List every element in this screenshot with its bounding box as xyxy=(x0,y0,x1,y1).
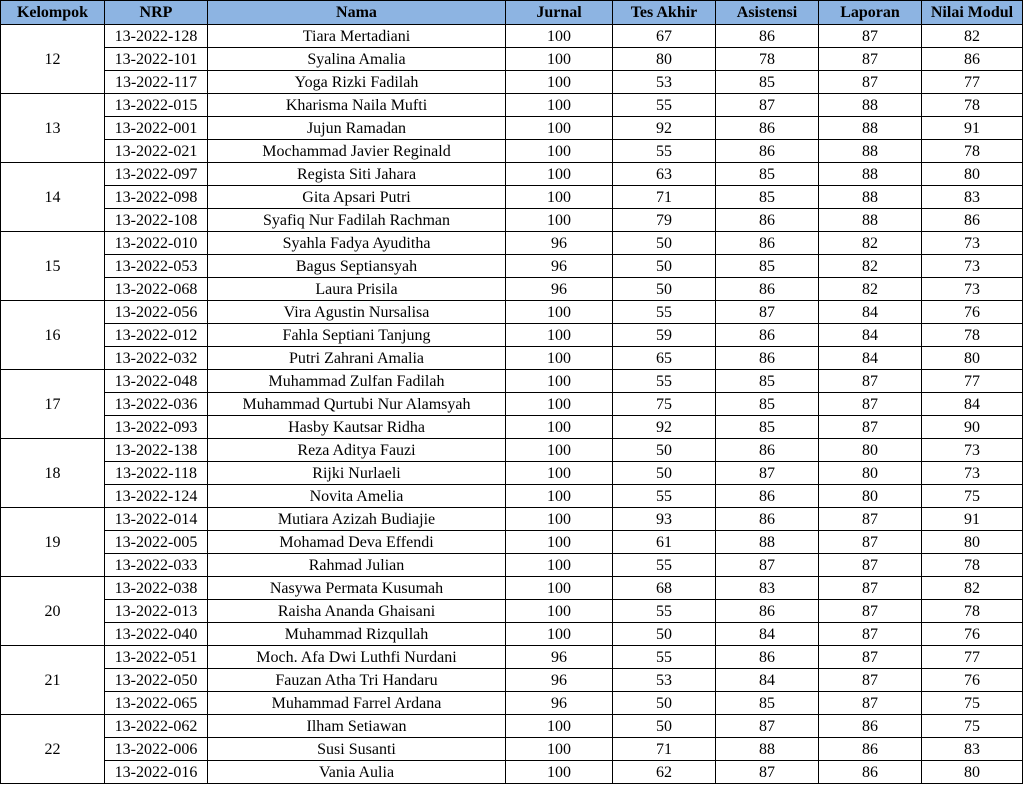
table-row xyxy=(1,94,1023,117)
cell-asistensi: 86 xyxy=(716,600,819,623)
table-row xyxy=(1,439,1023,462)
cell-tes-akhir: 53 xyxy=(613,71,716,94)
cell-tes-akhir: 50 xyxy=(613,715,716,738)
table-row xyxy=(1,646,1023,669)
cell-nama: Syalina Amalia xyxy=(208,48,506,71)
cell-asistensi: 83 xyxy=(716,577,819,600)
cell-nrp: 13-2022-010 xyxy=(105,232,208,255)
cell-nilai-modul: 80 xyxy=(922,163,1023,186)
cell-jurnal: 100 xyxy=(506,117,613,140)
cell-nama: Regista Siti Jahara xyxy=(208,163,506,186)
cell-laporan: 80 xyxy=(819,485,922,508)
cell-jurnal: 100 xyxy=(506,25,613,48)
cell-nama: Gita Apsari Putri xyxy=(208,186,506,209)
cell-nama: Muhammad Qurtubi Nur Alamsyah xyxy=(208,393,506,416)
cell-kelompok: 17 xyxy=(1,370,105,439)
cell-asistensi: 86 xyxy=(716,324,819,347)
table-row xyxy=(1,623,1023,646)
cell-nilai-modul: 75 xyxy=(922,485,1023,508)
header-nilai-modul: Nilai Modul xyxy=(922,1,1023,25)
cell-asistensi: 87 xyxy=(716,761,819,784)
cell-jurnal: 100 xyxy=(506,416,613,439)
header-tes-akhir: Tes Akhir xyxy=(613,1,716,25)
cell-nilai-modul: 77 xyxy=(922,71,1023,94)
cell-nama: Yoga Rizki Fadilah xyxy=(208,71,506,94)
cell-asistensi: 86 xyxy=(716,278,819,301)
cell-laporan: 87 xyxy=(819,25,922,48)
cell-tes-akhir: 50 xyxy=(613,692,716,715)
cell-laporan: 88 xyxy=(819,140,922,163)
cell-tes-akhir: 80 xyxy=(613,48,716,71)
cell-laporan: 87 xyxy=(819,71,922,94)
cell-tes-akhir: 92 xyxy=(613,117,716,140)
cell-nrp: 13-2022-038 xyxy=(105,577,208,600)
cell-jurnal: 100 xyxy=(506,370,613,393)
cell-laporan: 87 xyxy=(819,531,922,554)
header-jurnal: Jurnal xyxy=(506,1,613,25)
cell-nilai-modul: 83 xyxy=(922,738,1023,761)
table-row xyxy=(1,416,1023,439)
cell-nrp: 13-2022-012 xyxy=(105,324,208,347)
cell-asistensi: 86 xyxy=(716,140,819,163)
cell-nilai-modul: 75 xyxy=(922,715,1023,738)
cell-laporan: 80 xyxy=(819,462,922,485)
cell-nama: Moch. Afa Dwi Luthfi Nurdani xyxy=(208,646,506,669)
cell-asistensi: 86 xyxy=(716,347,819,370)
cell-nilai-modul: 73 xyxy=(922,232,1023,255)
cell-laporan: 87 xyxy=(819,508,922,531)
cell-nama: Novita Amelia xyxy=(208,485,506,508)
cell-tes-akhir: 79 xyxy=(613,209,716,232)
table-row xyxy=(1,232,1023,255)
cell-nama: Rahmad Julian xyxy=(208,554,506,577)
cell-kelompok: 22 xyxy=(1,715,105,784)
cell-tes-akhir: 67 xyxy=(613,25,716,48)
cell-asistensi: 85 xyxy=(716,393,819,416)
cell-kelompok: 13 xyxy=(1,94,105,163)
cell-asistensi: 87 xyxy=(716,554,819,577)
cell-jurnal: 100 xyxy=(506,485,613,508)
cell-nrp: 13-2022-015 xyxy=(105,94,208,117)
table-row xyxy=(1,278,1023,301)
cell-tes-akhir: 59 xyxy=(613,324,716,347)
cell-nrp: 13-2022-097 xyxy=(105,163,208,186)
cell-jurnal: 96 xyxy=(506,646,613,669)
cell-nrp: 13-2022-032 xyxy=(105,347,208,370)
cell-nilai-modul: 76 xyxy=(922,301,1023,324)
cell-tes-akhir: 65 xyxy=(613,347,716,370)
table-body xyxy=(1,25,1023,784)
cell-tes-akhir: 53 xyxy=(613,669,716,692)
cell-kelompok: 12 xyxy=(1,25,105,94)
cell-jurnal: 100 xyxy=(506,508,613,531)
cell-nilai-modul: 73 xyxy=(922,439,1023,462)
cell-tes-akhir: 50 xyxy=(613,255,716,278)
cell-nilai-modul: 86 xyxy=(922,209,1023,232)
cell-asistensi: 85 xyxy=(716,71,819,94)
cell-nilai-modul: 82 xyxy=(922,577,1023,600)
cell-kelompok: 21 xyxy=(1,646,105,715)
cell-tes-akhir: 55 xyxy=(613,554,716,577)
cell-nrp: 13-2022-051 xyxy=(105,646,208,669)
cell-nrp: 13-2022-001 xyxy=(105,117,208,140)
cell-asistensi: 85 xyxy=(716,186,819,209)
cell-nilai-modul: 80 xyxy=(922,347,1023,370)
cell-nama: Raisha Ananda Ghaisani xyxy=(208,600,506,623)
cell-laporan: 87 xyxy=(819,600,922,623)
cell-nama: Rijki Nurlaeli xyxy=(208,462,506,485)
header-nrp: NRP xyxy=(105,1,208,25)
cell-asistensi: 87 xyxy=(716,462,819,485)
table-row xyxy=(1,531,1023,554)
cell-nama: Mochammad Javier Reginald xyxy=(208,140,506,163)
cell-nrp: 13-2022-128 xyxy=(105,25,208,48)
cell-asistensi: 88 xyxy=(716,738,819,761)
cell-nrp: 13-2022-124 xyxy=(105,485,208,508)
cell-laporan: 87 xyxy=(819,416,922,439)
cell-tes-akhir: 55 xyxy=(613,370,716,393)
cell-laporan: 88 xyxy=(819,117,922,140)
cell-nilai-modul: 83 xyxy=(922,186,1023,209)
cell-tes-akhir: 50 xyxy=(613,623,716,646)
cell-nrp: 13-2022-138 xyxy=(105,439,208,462)
cell-kelompok: 20 xyxy=(1,577,105,646)
cell-tes-akhir: 55 xyxy=(613,646,716,669)
cell-nrp: 13-2022-006 xyxy=(105,738,208,761)
cell-jurnal: 100 xyxy=(506,761,613,784)
cell-laporan: 87 xyxy=(819,692,922,715)
cell-nama: Jujun Ramadan xyxy=(208,117,506,140)
cell-jurnal: 100 xyxy=(506,439,613,462)
cell-asistensi: 84 xyxy=(716,623,819,646)
cell-nrp: 13-2022-056 xyxy=(105,301,208,324)
cell-nilai-modul: 73 xyxy=(922,278,1023,301)
cell-jurnal: 100 xyxy=(506,140,613,163)
table-row xyxy=(1,255,1023,278)
table-row xyxy=(1,600,1023,623)
cell-asistensi: 87 xyxy=(716,715,819,738)
table-row xyxy=(1,324,1023,347)
cell-nrp: 13-2022-021 xyxy=(105,140,208,163)
cell-asistensi: 84 xyxy=(716,669,819,692)
header-laporan: Laporan xyxy=(819,1,922,25)
cell-jurnal: 100 xyxy=(506,462,613,485)
cell-jurnal: 100 xyxy=(506,163,613,186)
cell-nama: Bagus Septiansyah xyxy=(208,255,506,278)
table-row xyxy=(1,761,1023,784)
table-row xyxy=(1,347,1023,370)
cell-nilai-modul: 80 xyxy=(922,761,1023,784)
table-row xyxy=(1,715,1023,738)
header-asistensi: Asistensi xyxy=(716,1,819,25)
cell-jurnal: 100 xyxy=(506,301,613,324)
cell-nrp: 13-2022-040 xyxy=(105,623,208,646)
cell-nrp: 13-2022-108 xyxy=(105,209,208,232)
cell-jurnal: 96 xyxy=(506,255,613,278)
table-row xyxy=(1,508,1023,531)
cell-jurnal: 100 xyxy=(506,209,613,232)
header-nama: Nama xyxy=(208,1,506,25)
table-row xyxy=(1,370,1023,393)
cell-nama: Ilham Setiawan xyxy=(208,715,506,738)
table-row xyxy=(1,393,1023,416)
cell-asistensi: 85 xyxy=(716,692,819,715)
cell-jurnal: 96 xyxy=(506,692,613,715)
cell-jurnal: 100 xyxy=(506,347,613,370)
cell-nrp: 13-2022-093 xyxy=(105,416,208,439)
cell-nrp: 13-2022-118 xyxy=(105,462,208,485)
cell-laporan: 87 xyxy=(819,370,922,393)
cell-asistensi: 88 xyxy=(716,531,819,554)
cell-nilai-modul: 73 xyxy=(922,255,1023,278)
cell-asistensi: 85 xyxy=(716,370,819,393)
cell-laporan: 84 xyxy=(819,324,922,347)
cell-nama: Vira Agustin Nursalisa xyxy=(208,301,506,324)
cell-laporan: 86 xyxy=(819,738,922,761)
cell-laporan: 82 xyxy=(819,232,922,255)
cell-jurnal: 100 xyxy=(506,577,613,600)
cell-tes-akhir: 50 xyxy=(613,232,716,255)
cell-asistensi: 85 xyxy=(716,163,819,186)
cell-laporan: 80 xyxy=(819,439,922,462)
cell-tes-akhir: 71 xyxy=(613,738,716,761)
cell-tes-akhir: 50 xyxy=(613,462,716,485)
cell-nilai-modul: 82 xyxy=(922,25,1023,48)
cell-nama: Muhammad Zulfan Fadilah xyxy=(208,370,506,393)
cell-asistensi: 87 xyxy=(716,301,819,324)
cell-nrp: 13-2022-101 xyxy=(105,48,208,71)
cell-nilai-modul: 78 xyxy=(922,140,1023,163)
cell-asistensi: 86 xyxy=(716,508,819,531)
cell-nilai-modul: 77 xyxy=(922,370,1023,393)
cell-jurnal: 100 xyxy=(506,623,613,646)
cell-nrp: 13-2022-033 xyxy=(105,554,208,577)
cell-tes-akhir: 50 xyxy=(613,439,716,462)
cell-laporan: 86 xyxy=(819,715,922,738)
table-row xyxy=(1,140,1023,163)
cell-laporan: 84 xyxy=(819,347,922,370)
cell-nama: Susi Susanti xyxy=(208,738,506,761)
cell-jurnal: 100 xyxy=(506,48,613,71)
cell-jurnal: 100 xyxy=(506,324,613,347)
cell-laporan: 88 xyxy=(819,186,922,209)
table-row xyxy=(1,301,1023,324)
cell-tes-akhir: 68 xyxy=(613,577,716,600)
cell-laporan: 87 xyxy=(819,554,922,577)
cell-nilai-modul: 78 xyxy=(922,324,1023,347)
cell-kelompok: 18 xyxy=(1,439,105,508)
cell-tes-akhir: 61 xyxy=(613,531,716,554)
cell-nilai-modul: 91 xyxy=(922,508,1023,531)
cell-jurnal: 96 xyxy=(506,278,613,301)
cell-tes-akhir: 55 xyxy=(613,140,716,163)
cell-tes-akhir: 55 xyxy=(613,301,716,324)
cell-asistensi: 86 xyxy=(716,232,819,255)
cell-laporan: 88 xyxy=(819,94,922,117)
cell-nama: Reza Aditya Fauzi xyxy=(208,439,506,462)
cell-nrp: 13-2022-050 xyxy=(105,669,208,692)
cell-tes-akhir: 71 xyxy=(613,186,716,209)
cell-laporan: 88 xyxy=(819,163,922,186)
cell-laporan: 87 xyxy=(819,669,922,692)
cell-asistensi: 85 xyxy=(716,255,819,278)
cell-kelompok: 15 xyxy=(1,232,105,301)
cell-laporan: 87 xyxy=(819,48,922,71)
cell-tes-akhir: 93 xyxy=(613,508,716,531)
cell-nama: Muhammad Rizqullah xyxy=(208,623,506,646)
cell-nama: Tiara Mertadiani xyxy=(208,25,506,48)
cell-laporan: 87 xyxy=(819,646,922,669)
cell-jurnal: 100 xyxy=(506,94,613,117)
cell-nilai-modul: 80 xyxy=(922,531,1023,554)
cell-tes-akhir: 63 xyxy=(613,163,716,186)
cell-nrp: 13-2022-053 xyxy=(105,255,208,278)
cell-nama: Putri Zahrani Amalia xyxy=(208,347,506,370)
cell-nama: Syafiq Nur Fadilah Rachman xyxy=(208,209,506,232)
cell-nilai-modul: 90 xyxy=(922,416,1023,439)
cell-nrp: 13-2022-098 xyxy=(105,186,208,209)
table-row xyxy=(1,163,1023,186)
cell-jurnal: 96 xyxy=(506,232,613,255)
cell-nama: Muhammad Farrel Ardana xyxy=(208,692,506,715)
cell-tes-akhir: 92 xyxy=(613,416,716,439)
cell-laporan: 87 xyxy=(819,393,922,416)
cell-asistensi: 86 xyxy=(716,485,819,508)
cell-jurnal: 100 xyxy=(506,554,613,577)
cell-tes-akhir: 55 xyxy=(613,600,716,623)
cell-nrp: 13-2022-048 xyxy=(105,370,208,393)
cell-laporan: 84 xyxy=(819,301,922,324)
cell-nama: Syahla Fadya Ayuditha xyxy=(208,232,506,255)
cell-nrp: 13-2022-117 xyxy=(105,71,208,94)
cell-laporan: 82 xyxy=(819,278,922,301)
cell-jurnal: 100 xyxy=(506,600,613,623)
table-row xyxy=(1,186,1023,209)
cell-tes-akhir: 55 xyxy=(613,94,716,117)
cell-jurnal: 96 xyxy=(506,669,613,692)
table-row xyxy=(1,554,1023,577)
cell-nilai-modul: 73 xyxy=(922,462,1023,485)
cell-nilai-modul: 76 xyxy=(922,669,1023,692)
cell-asistensi: 86 xyxy=(716,646,819,669)
table-row xyxy=(1,25,1023,48)
cell-laporan: 87 xyxy=(819,577,922,600)
header-row xyxy=(1,1,1023,25)
cell-kelompok: 14 xyxy=(1,163,105,232)
cell-nama: Laura Prisila xyxy=(208,278,506,301)
cell-jurnal: 100 xyxy=(506,531,613,554)
cell-asistensi: 87 xyxy=(716,94,819,117)
cell-nrp: 13-2022-005 xyxy=(105,531,208,554)
cell-laporan: 82 xyxy=(819,255,922,278)
cell-tes-akhir: 75 xyxy=(613,393,716,416)
cell-nilai-modul: 78 xyxy=(922,600,1023,623)
cell-jurnal: 100 xyxy=(506,738,613,761)
table-row xyxy=(1,462,1023,485)
cell-nilai-modul: 78 xyxy=(922,94,1023,117)
cell-asistensi: 86 xyxy=(716,439,819,462)
cell-nama: Hasby Kautsar Ridha xyxy=(208,416,506,439)
cell-tes-akhir: 50 xyxy=(613,278,716,301)
cell-nrp: 13-2022-014 xyxy=(105,508,208,531)
cell-asistensi: 85 xyxy=(716,416,819,439)
cell-nrp: 13-2022-013 xyxy=(105,600,208,623)
cell-nama: Mutiara Azizah Budiajie xyxy=(208,508,506,531)
cell-jurnal: 100 xyxy=(506,186,613,209)
cell-tes-akhir: 62 xyxy=(613,761,716,784)
table-row xyxy=(1,485,1023,508)
cell-jurnal: 100 xyxy=(506,715,613,738)
cell-tes-akhir: 55 xyxy=(613,485,716,508)
cell-nilai-modul: 75 xyxy=(922,692,1023,715)
cell-jurnal: 100 xyxy=(506,71,613,94)
table-row xyxy=(1,209,1023,232)
cell-kelompok: 16 xyxy=(1,301,105,370)
table-row xyxy=(1,117,1023,140)
cell-nama: Fahla Septiani Tanjung xyxy=(208,324,506,347)
cell-asistensi: 86 xyxy=(716,209,819,232)
cell-asistensi: 78 xyxy=(716,48,819,71)
cell-nilai-modul: 77 xyxy=(922,646,1023,669)
cell-nama: Vania Aulia xyxy=(208,761,506,784)
table-row xyxy=(1,738,1023,761)
cell-nama: Fauzan Atha Tri Handaru xyxy=(208,669,506,692)
cell-nilai-modul: 84 xyxy=(922,393,1023,416)
cell-jurnal: 100 xyxy=(506,393,613,416)
cell-laporan: 88 xyxy=(819,209,922,232)
cell-nrp: 13-2022-068 xyxy=(105,278,208,301)
table-row xyxy=(1,669,1023,692)
cell-asistensi: 86 xyxy=(716,25,819,48)
table-header xyxy=(1,1,1023,25)
table-row xyxy=(1,577,1023,600)
cell-nilai-modul: 78 xyxy=(922,554,1023,577)
cell-nrp: 13-2022-065 xyxy=(105,692,208,715)
cell-laporan: 86 xyxy=(819,761,922,784)
cell-kelompok: 19 xyxy=(1,508,105,577)
cell-nrp: 13-2022-062 xyxy=(105,715,208,738)
table-row xyxy=(1,692,1023,715)
cell-nrp: 13-2022-016 xyxy=(105,761,208,784)
cell-nrp: 13-2022-036 xyxy=(105,393,208,416)
table-row xyxy=(1,48,1023,71)
cell-nama: Mohamad Deva Effendi xyxy=(208,531,506,554)
cell-laporan: 87 xyxy=(819,623,922,646)
cell-nama: Nasywa Permata Kusumah xyxy=(208,577,506,600)
cell-nilai-modul: 91 xyxy=(922,117,1023,140)
cell-nama: Kharisma Naila Mufti xyxy=(208,94,506,117)
table-row xyxy=(1,71,1023,94)
cell-asistensi: 86 xyxy=(716,117,819,140)
cell-nilai-modul: 86 xyxy=(922,48,1023,71)
header-kelompok: Kelompok xyxy=(1,1,105,25)
cell-nilai-modul: 76 xyxy=(922,623,1023,646)
